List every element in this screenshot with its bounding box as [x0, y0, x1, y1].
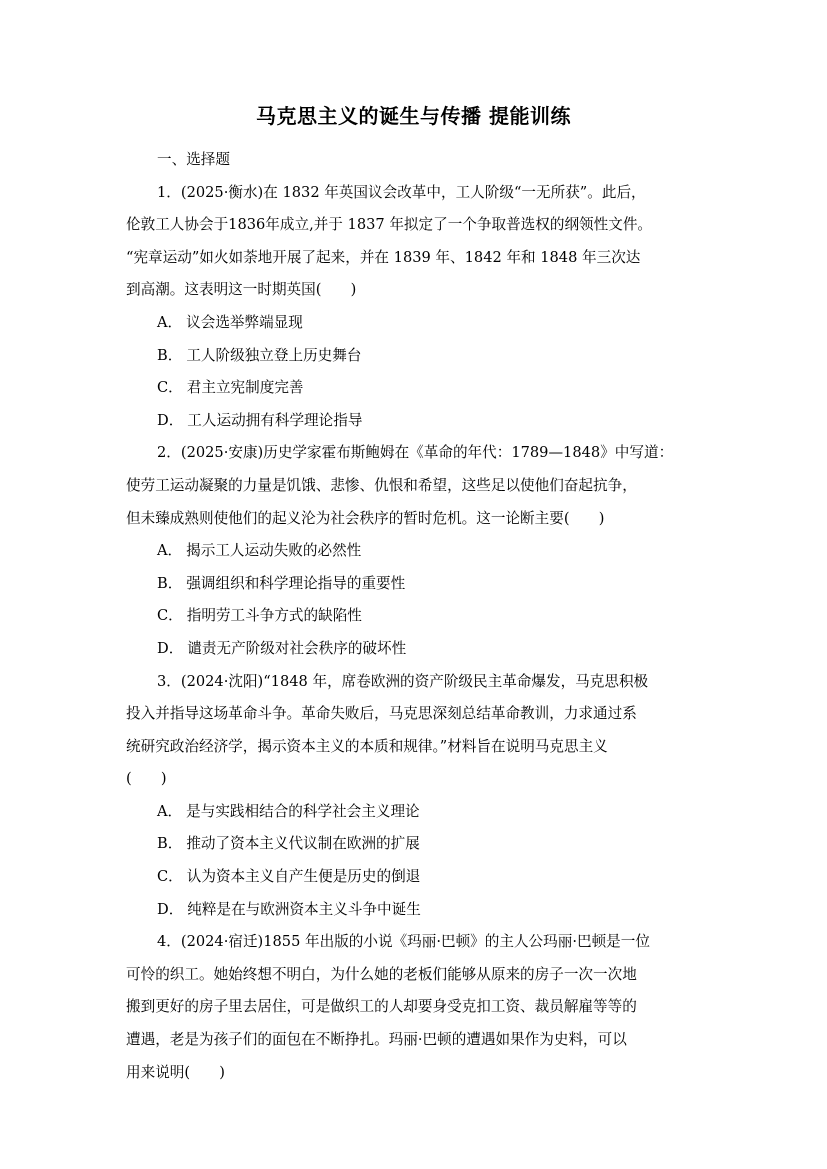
option-b[interactable]	[126, 568, 704, 601]
stem-line: “宪章运动”如火如荼地开展了起来，并在 1839 年、1842 年和 1848 年三次达	[126, 248, 641, 266]
option-b[interactable]	[126, 340, 704, 373]
question-stem	[126, 666, 704, 796]
question-stem	[126, 177, 704, 307]
option-c[interactable]	[126, 372, 704, 405]
stem-line: 4．(2024·宿迁)1855 年出版的小说《玛丽·巴顿》的主人公玛丽·巴顿是一位	[157, 933, 650, 951]
option-letter: C．	[157, 868, 183, 886]
option-text: 议会选举弊端显现	[186, 313, 303, 331]
option-text: 强调组织和科学理论指导的重要性	[186, 574, 406, 592]
option-letter: C．	[157, 607, 183, 625]
option-letter: D．	[157, 900, 184, 918]
option-letter: C．	[157, 379, 183, 397]
page-title: 马克思主义的诞生与传播 提能训练	[256, 104, 571, 128]
option-text: 指明劳工斗争方式的缺陷性	[186, 607, 362, 625]
option-text: 谴责无产阶级对社会秩序的破坏性	[187, 639, 407, 657]
stem-line: ( )	[126, 770, 167, 788]
stem-line: 伦敦工人协会于1836年成立,并于 1837 年拟定了一个争取普选权的纲领性文件。	[126, 216, 653, 234]
question-stem	[126, 926, 704, 1089]
option-text: 揭示工人运动失败的必然性	[186, 542, 362, 560]
question-list	[126, 144, 704, 1089]
section-heading: 一、选择题	[157, 151, 230, 168]
option-letter: B．	[157, 835, 183, 853]
stem-line: 3．(2024·沈阳)“1848 年，席卷欧洲的资产阶级民主革命爆发，马克思积极	[157, 672, 649, 690]
option-a[interactable]	[126, 535, 704, 568]
option-d[interactable]	[126, 405, 704, 438]
stem-line: 投入并指导这场革命斗争。革命失败后，马克思深刻总结革命教训，力求通过系	[126, 705, 637, 723]
stem-line: 使劳工运动凝聚的力量是饥饿、悲惨、仇恨和希望，这些足以使他们奋起抗争，	[126, 476, 637, 494]
option-letter: B．	[157, 346, 183, 364]
question-1	[126, 177, 704, 438]
question-4	[126, 926, 704, 1089]
option-letter: A．	[157, 802, 183, 820]
option-text: 纯粹是在与欧洲资本主义斗争中诞生	[187, 900, 421, 918]
option-a[interactable]	[126, 796, 704, 829]
option-d[interactable]	[126, 633, 704, 666]
option-text: 认为资本主义自产生便是历史的倒退	[186, 868, 421, 886]
option-letter: A．	[157, 313, 183, 331]
question-stem	[126, 437, 704, 535]
option-letter: A．	[157, 542, 183, 560]
option-letter: D．	[157, 411, 184, 429]
stem-line: 但未臻成熟则使他们的起义沦为社会秩序的暂时危机。这一论断主要( )	[126, 509, 605, 527]
option-letter: D．	[157, 639, 184, 657]
stem-line: 统研究政治经济学，揭示资本主义的本质和规律。”材料旨在说明马克思主义	[126, 737, 608, 755]
question-3	[126, 666, 704, 927]
option-c[interactable]	[126, 600, 704, 633]
option-b[interactable]	[126, 828, 704, 861]
stem-line: 遭遇，老是为孩子们的面包在不断挣扎。玛丽·巴顿的遭遇如果作为史料，可以	[126, 1031, 627, 1049]
option-text: 推动了资本主义代议制在欧洲的扩展	[186, 835, 420, 853]
stem-line: 2．(2025·安康)历史学家霍布斯鲍姆在《革命的年代：1789—1848》中写道：	[157, 444, 674, 462]
option-text: 君主立宪制度完善	[186, 379, 304, 397]
option-text: 是与实践相结合的科学社会主义理论	[186, 802, 420, 820]
stem-line: 1．(2025·衡水)在 1832 年英国议会改革中，工人阶级“一无所获”。此后，	[157, 183, 646, 201]
stem-line: 用来说明( )	[126, 1063, 225, 1081]
option-d[interactable]	[126, 894, 704, 927]
stem-line: 搬到更好的房子里去居住，可是做织工的人却要身受克扣工资、裁员解雇等等的	[126, 998, 637, 1016]
question-2	[126, 437, 704, 665]
stem-line: 到高潮。这表明这一时期英国( )	[126, 281, 357, 299]
option-c[interactable]	[126, 861, 704, 894]
option-letter: B．	[157, 574, 183, 592]
option-a[interactable]	[126, 307, 704, 340]
option-text: 工人运动拥有科学理论指导	[187, 411, 363, 429]
stem-line: 可怜的织工。她始终想不明白，为什么她的老板们能够从原来的房子一次一次地	[126, 965, 637, 983]
option-text: 工人阶级独立登上历史舞台	[186, 346, 362, 364]
